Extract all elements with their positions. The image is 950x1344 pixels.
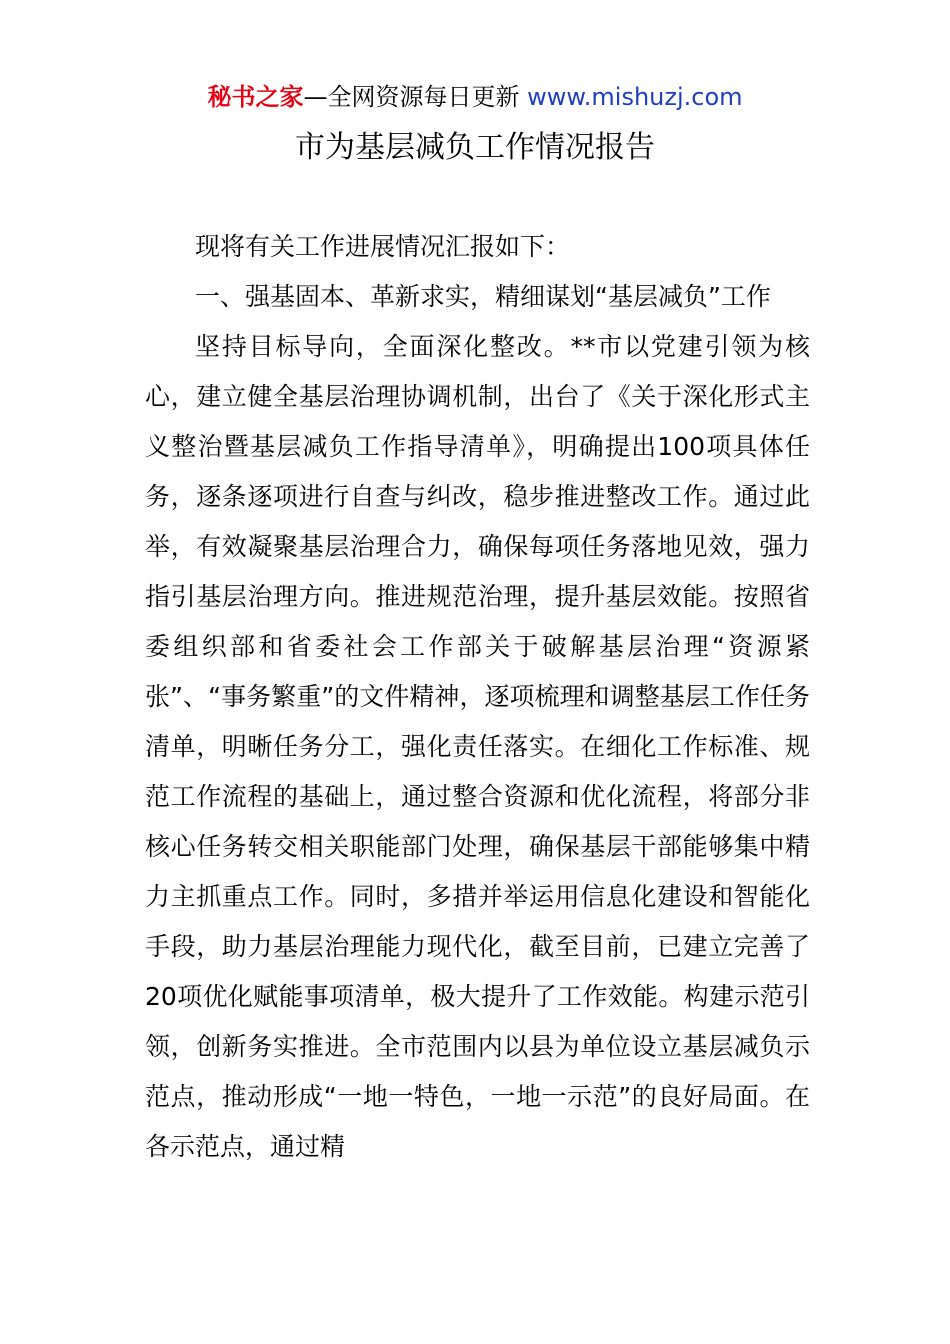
document-title: 市为基层减负工作情况报告	[295, 130, 655, 165]
paragraph-body: 坚持目标导向，全面深化整改。**市以党建引领为核心，建立健全基层治理协调机制，出台了《关于深化形式主义整治暨基层减负工作指导清单》，明确提出100项具体任务，逐条逐项进行自查与纠改，稳步推进整改工作。通过此举，有效凝聚基层治理合力，确保每项任务落地见效，强力指引基层治理方向。推进规范治理，提升基层效能。按照省委组织部和省委社会工作部关于破解基层治理“资源紧张”、“事务繁重”的文件精神，逐项梳理和调整基层工作任务清单，明晰任务分工，强化责任落实。在细化工作标准、规范工作流程的基础上，通过整合资源和优化流程，将部分非核心任务转交相关职能部门处理，确保基层干部能够集中精力主抓重点工作。同时，多措并举运用信息化建设和智能化手段，助力基层治理能力现代化，截至目前，已建立完善了20项优化赋能事项清单，极大提升了工作效能。构建示范引领，创新务实推进。全市范围内以县为单位设立基层减负示范点，推动形成“一地一特色，一地一示范”的良好局面。在各示范点，通过精	[145, 332, 810, 1161]
section-heading-1: 一、强基固本、革新求实，精细谋划“基层减负”工作	[195, 282, 771, 311]
document-body	[145, 222, 810, 1172]
site-tagline: —全网资源每日更新	[303, 83, 528, 111]
site-brand: 秘书之家	[207, 83, 304, 111]
paragraph-intro: 现将有关工作进展情况汇报如下：	[195, 232, 571, 261]
site-url-link[interactable]: www.mishuzj.com	[527, 83, 743, 111]
site-header	[0, 80, 950, 114]
